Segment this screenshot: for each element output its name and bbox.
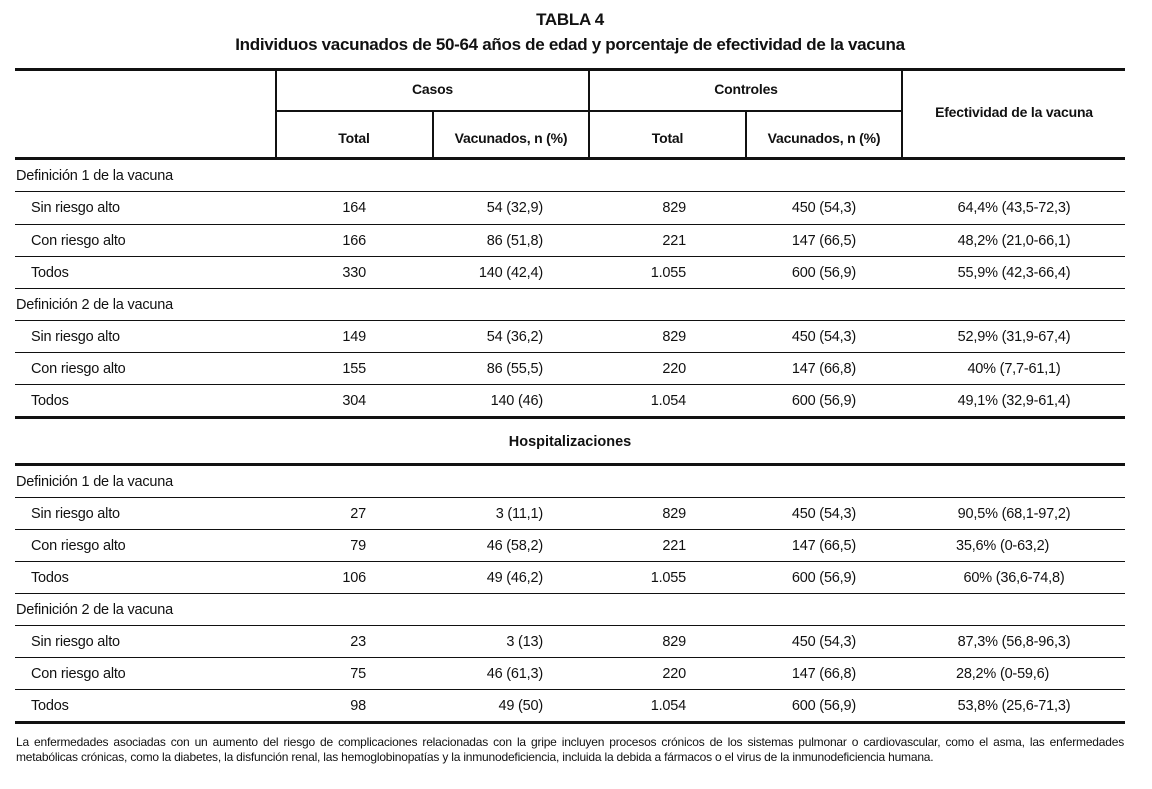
row-label: Sin riesgo alto — [31, 200, 120, 216]
efectividad-cell: 48,2% (21,0-66,1) — [957, 233, 1071, 249]
controles-vacunados-cell: 450 (54,3) — [791, 506, 856, 522]
top-rule — [15, 68, 1125, 71]
bottom-rule — [15, 721, 1125, 724]
row-divider — [15, 529, 1125, 530]
controles-vacunados-cell: 147 (66,8) — [791, 666, 856, 682]
casos-total-cell: 149 — [342, 329, 366, 345]
casos-total-cell: 164 — [342, 200, 366, 216]
casos-vacunados-cell: 46 (61,3) — [486, 666, 543, 682]
controles-total-cell: 829 — [662, 329, 686, 345]
row-label: Todos — [31, 393, 69, 409]
row-label: Sin riesgo alto — [31, 634, 120, 650]
row-divider — [15, 320, 1125, 321]
header-casos: Casos — [411, 81, 454, 97]
controles-vacunados-cell: 450 (54,3) — [791, 200, 856, 216]
row-divider — [15, 561, 1125, 562]
row-divider — [15, 288, 1125, 289]
section-rule — [15, 416, 1125, 419]
hospitalizaciones-rule — [15, 463, 1125, 466]
efectividad-cell: 28,2% (0-59,6) — [956, 666, 1050, 682]
controles-total-cell: 1.054 — [650, 393, 686, 409]
efectividad-cell: 60% (36,6-74,8) — [963, 570, 1065, 586]
casos-vacunados-cell: 49 (46,2) — [486, 570, 543, 586]
header-controles-vacunados: Vacunados, n (%) — [767, 130, 881, 146]
section-label: Definición 2 de la vacuna — [16, 602, 174, 618]
row-label: Con riesgo alto — [31, 361, 126, 377]
controles-vacunados-cell: 450 (54,3) — [791, 329, 856, 345]
controles-total-cell: 829 — [662, 200, 686, 216]
row-label: Todos — [31, 570, 69, 586]
row-label: Con riesgo alto — [31, 233, 126, 249]
row-label: Todos — [31, 265, 69, 281]
casos-vacunados-cell: 86 (51,8) — [486, 233, 543, 249]
section-label: Definición 1 de la vacuna — [16, 474, 174, 490]
header-casos-total: Total — [338, 130, 370, 146]
row-divider — [15, 352, 1125, 353]
row-divider — [15, 191, 1125, 192]
casos-total-cell: 79 — [350, 538, 366, 554]
efectividad-cell: 87,3% (56,8-96,3) — [957, 634, 1071, 650]
controles-total-cell: 1.054 — [650, 698, 686, 714]
efectividad-cell: 55,9% (42,3-66,4) — [957, 265, 1071, 281]
casos-total-cell: 23 — [350, 634, 366, 650]
row-divider — [15, 657, 1125, 658]
section-label: Definición 1 de la vacuna — [16, 168, 174, 184]
row-divider — [15, 256, 1125, 257]
casos-total-cell: 98 — [350, 698, 366, 714]
efectividad-cell: 49,1% (32,9-61,4) — [957, 393, 1071, 409]
casos-vacunados-cell: 86 (55,5) — [486, 361, 543, 377]
footnote: La enfermedades asociadas con un aumento del riesgo de complicaciones relacionadas con la gripe incluyen procesos crónicos de los sistemas pulmonar o cardiovascular, como el asma, las enfermedades metabólicas crónicas, como la diabetes, la disfunción renal, las hemoglobinopatías y la inmunodeficiencia, incluida la debida a fármacos o el virus de la inmunodeficiencia humana. — [16, 735, 1124, 764]
casos-vacunados-cell: 46 (58,2) — [486, 538, 543, 554]
row-divider — [15, 593, 1125, 594]
row-label: Todos — [31, 698, 69, 714]
controles-vacunados-cell: 147 (66,8) — [791, 361, 856, 377]
casos-total-cell: 304 — [342, 393, 366, 409]
header-controles: Controles — [714, 81, 778, 97]
casos-total-cell: 155 — [342, 361, 366, 377]
casos-total-cell: 106 — [342, 570, 366, 586]
casos-vacunados-cell: 54 (32,9) — [486, 200, 543, 216]
controles-vacunados-cell: 600 (56,9) — [791, 393, 856, 409]
controles-total-cell: 829 — [662, 506, 686, 522]
casos-vacunados-cell: 140 (46) — [490, 393, 543, 409]
controles-vacunados-cell: 147 (66,5) — [791, 538, 856, 554]
table-title: TABLA 4 — [536, 10, 604, 29]
casos-total-cell: 27 — [350, 506, 366, 522]
casos-total-cell: 330 — [342, 265, 366, 281]
controles-total-cell: 1.055 — [650, 570, 686, 586]
controles-vacunados-cell: 147 (66,5) — [791, 233, 856, 249]
section-label: Definición 2 de la vacuna — [16, 297, 174, 313]
casos-vacunados-cell: 3 (11,1) — [495, 506, 543, 522]
row-divider — [15, 689, 1125, 690]
efectividad-cell: 40% (7,7-61,1) — [967, 361, 1061, 377]
header-controles-total: Total — [651, 130, 684, 146]
efectividad-cell: 90,5% (68,1-97,2) — [957, 506, 1071, 522]
controles-total-cell: 221 — [662, 538, 686, 554]
row-label: Con riesgo alto — [31, 538, 126, 554]
casos-total-cell: 166 — [342, 233, 366, 249]
casos-total-cell: 75 — [350, 666, 366, 682]
casos-vacunados-cell: 49 (50) — [498, 698, 543, 714]
controles-total-cell: 221 — [662, 233, 686, 249]
row-label: Sin riesgo alto — [31, 329, 120, 345]
efectividad-cell: 52,9% (31,9-67,4) — [957, 329, 1071, 345]
controles-vacunados-cell: 600 (56,9) — [791, 265, 856, 281]
header-bottom-rule — [15, 157, 1125, 160]
row-divider — [15, 625, 1125, 626]
controles-total-cell: 220 — [662, 666, 686, 682]
casos-vacunados-cell: 54 (36,2) — [486, 329, 543, 345]
controles-vacunados-cell: 600 (56,9) — [791, 570, 856, 586]
header-efectividad: Efectividad de la vacuna — [935, 104, 1093, 120]
row-divider — [15, 497, 1125, 498]
header-casos-vacunados: Vacunados, n (%) — [454, 130, 568, 146]
efectividad-cell: 35,6% (0-63,2) — [956, 538, 1050, 554]
efectividad-cell: 64,4% (43,5-72,3) — [957, 200, 1071, 216]
efectividad-cell: 53,8% (25,6-71,3) — [957, 698, 1071, 714]
controles-total-cell: 1.055 — [650, 265, 686, 281]
row-divider — [15, 384, 1125, 385]
casos-vacunados-cell: 3 (13) — [506, 634, 543, 650]
controles-vacunados-cell: 600 (56,9) — [791, 698, 856, 714]
row-label: Sin riesgo alto — [31, 506, 120, 522]
table-subtitle: Individuos vacunados de 50-64 años de edad y porcentaje de efectividad de la vacuna — [235, 35, 905, 54]
row-label: Con riesgo alto — [31, 666, 126, 682]
controles-vacunados-cell: 450 (54,3) — [791, 634, 856, 650]
controles-total-cell: 220 — [662, 361, 686, 377]
row-divider — [15, 224, 1125, 225]
controles-total-cell: 829 — [662, 634, 686, 650]
hospitalizaciones-heading: Hospitalizaciones — [508, 434, 632, 450]
casos-vacunados-cell: 140 (42,4) — [478, 265, 543, 281]
